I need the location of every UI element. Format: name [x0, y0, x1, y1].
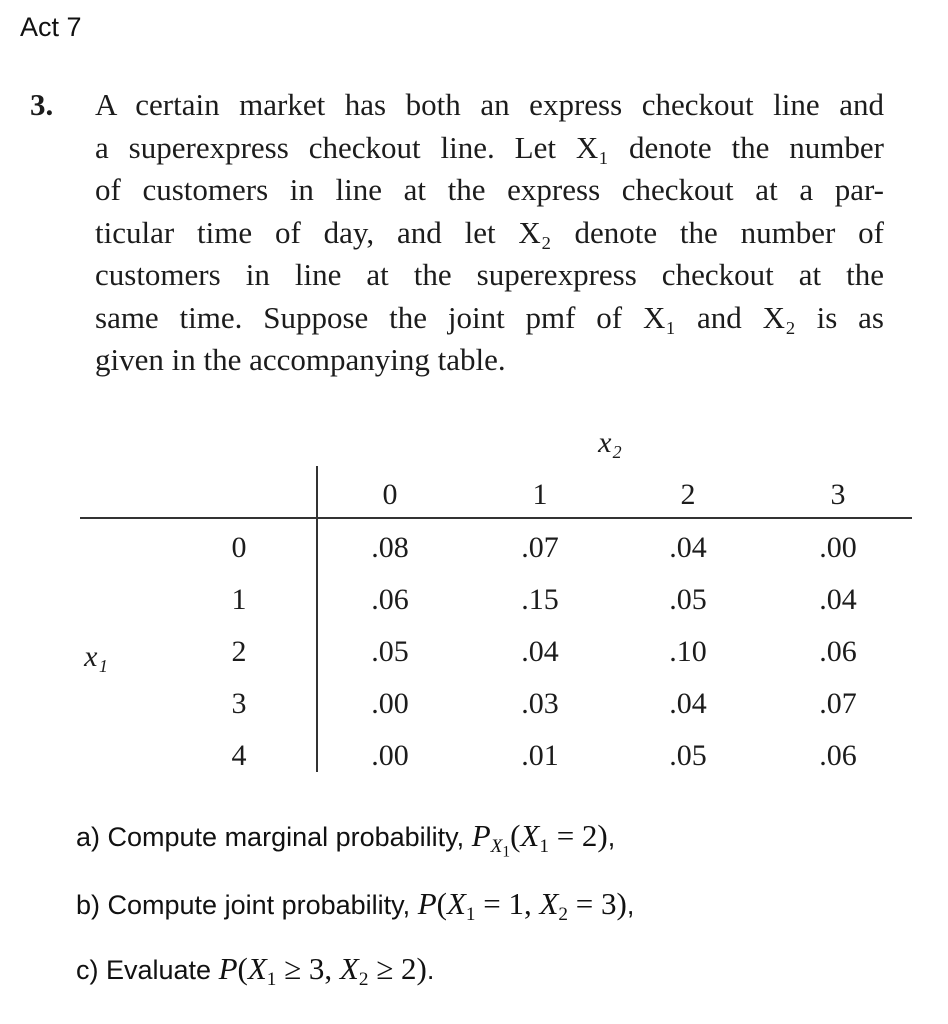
question-math: $P_{X_1}(X_1 = 2)$ [471, 818, 608, 861]
table-cell: .04 [669, 531, 707, 564]
page-heading: Act 7 [20, 12, 82, 42]
table-cell: .06 [819, 739, 857, 772]
table-cell: .05 [669, 739, 707, 772]
problem-line: same time. Suppose the joint pmf of X₁ and X₂ is as [95, 299, 884, 335]
table-cell: .10 [669, 635, 707, 668]
question-label: c) Evaluate [76, 955, 212, 985]
column-header: 1 [532, 478, 548, 511]
table-cell: .04 [819, 583, 857, 616]
table-cell: .07 [521, 531, 559, 564]
table-cell: .00 [819, 531, 857, 564]
problem-number: 3. [30, 87, 54, 122]
table-cell: .06 [819, 635, 857, 668]
question-label: a) Compute marginal probability, [76, 822, 465, 852]
column-variable-label: x₂ [598, 426, 622, 459]
problem-line: given in the accompanying table. [95, 342, 506, 377]
question-math: $P(X_1 \ge 3$, $X_2 \ge 2$) [218, 951, 427, 990]
question-b [76, 886, 635, 925]
column-header: 0 [382, 478, 398, 511]
problem-line: a superexpress checkout line. Let X₁ denote the number [95, 129, 884, 165]
question-label: b) Compute joint probability, [76, 890, 411, 920]
row-variable-label: x₁ [84, 640, 108, 673]
table-cell: .03 [521, 687, 559, 720]
question-a [76, 818, 616, 861]
row-header: 1 [231, 583, 247, 616]
table-cell: .05 [669, 583, 707, 616]
question-math: $P(X_1 = 1$, $X_2 = 3$) [417, 886, 627, 925]
table-cell: .01 [521, 739, 559, 772]
table-cell: .05 [371, 635, 409, 668]
table-cell: .15 [521, 583, 559, 616]
table-cell: .00 [371, 739, 409, 772]
row-header: 4 [231, 739, 247, 772]
table-cell: .04 [669, 687, 707, 720]
table-cell: .08 [371, 531, 409, 564]
row-header: 3 [231, 687, 247, 720]
question-c [76, 951, 435, 990]
table-cell: .06 [371, 583, 409, 616]
table-cell: .00 [371, 687, 409, 720]
table-cell: .04 [521, 635, 559, 668]
column-header: 2 [680, 478, 696, 511]
row-header: 2 [231, 635, 247, 668]
column-header: 3 [830, 478, 846, 511]
table-cell: .07 [819, 687, 857, 720]
question-trail: , [607, 822, 616, 852]
table-horizontal-rule [80, 517, 912, 519]
problem-line: ticular time of day, and let X₂ denote the number of [95, 214, 884, 250]
question-trail: . [426, 955, 435, 985]
question-trail: , [626, 890, 635, 920]
problem-line: A certain market has both an express checkout line and [95, 87, 884, 122]
problem-line: of customers in line at the express checkout at a par- [95, 172, 884, 207]
table-vertical-rule [316, 466, 318, 772]
row-header: 0 [231, 531, 247, 564]
problem-line: customers in line at the superexpress checkout at the [95, 257, 884, 292]
